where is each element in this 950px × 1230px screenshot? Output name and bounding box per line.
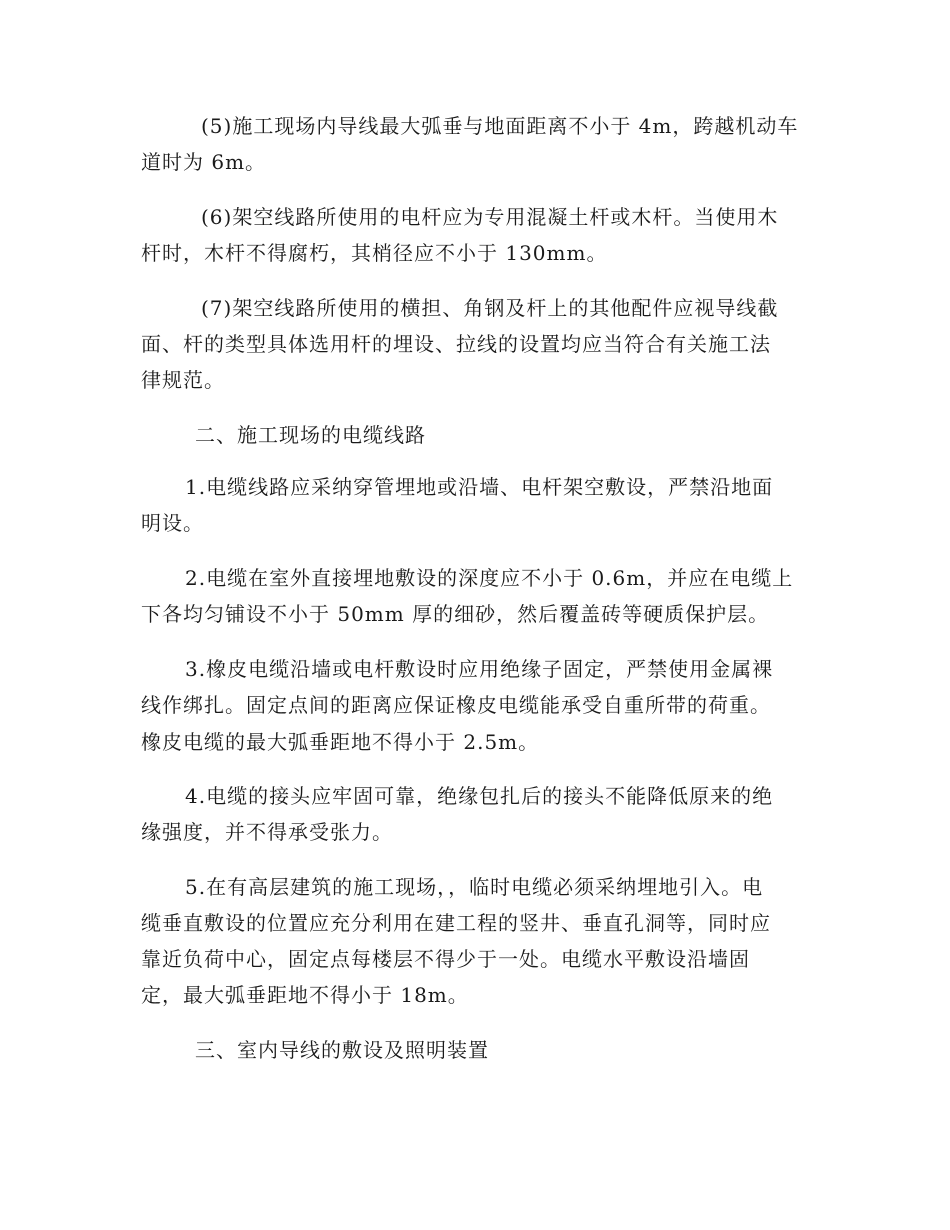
text-line: 道时为 6m。 xyxy=(141,150,267,174)
text-line: 下各均匀铺设不小于 50mm 厚的细砂，然后覆盖砖等硬质保护层。 xyxy=(141,602,770,626)
text-line: (6)架空线路所使用的电杆应为专用混凝土杆或木杆。当使用木 xyxy=(201,205,779,229)
text-line: 线作绑扎。固定点间的距离应保证橡皮电缆能承受自重所带的荷重。 xyxy=(141,693,771,717)
section-heading: 三、室内导线的敷设及照明装置 xyxy=(195,1038,489,1062)
text-line: 缘强度，并不得承受张力。 xyxy=(141,820,393,844)
text-line: 3.橡皮电缆沿墙或电杆敷设时应用绝缘子固定，严禁使用金属裸 xyxy=(185,657,774,681)
section-heading: 二、施工现场的电缆线路 xyxy=(195,423,426,447)
text-line: 橡皮电缆的最大弧垂距地不得小于 2.5m。 xyxy=(141,730,540,754)
text-line: 缆垂直敷设的位置应充分利用在建工程的竖井、垂直孔洞等，同时应 xyxy=(141,911,771,935)
text-line: 律规范。 xyxy=(141,368,225,392)
text-line: (7)架空线路所使用的横担、角钢及杆上的其他配件应视导线截 xyxy=(201,296,779,320)
text-line: 杆时，木杆不得腐朽，其梢径应不小于 130mm。 xyxy=(141,241,608,265)
text-line: 定，最大弧垂距地不得小于 18m。 xyxy=(141,983,469,1007)
text-line: 5.在有高层建筑的施工现场，，临时电缆必须采纳埋地引入。电 xyxy=(185,875,764,899)
text-line: 1.电缆线路应采纳穿管埋地或沿墙、电杆架空敷设，严禁沿地面 xyxy=(185,475,774,499)
text-line: 靠近负荷中心，固定点每楼层不得少于一处。电缆水平敷设沿墙固 xyxy=(141,947,750,971)
text-line: (5)施工现场内导线最大弧垂与地面距离不小于 4m，跨越机动车 xyxy=(201,114,799,138)
text-line: 明设。 xyxy=(141,511,204,535)
text-line: 面、杆的类型具体选用杆的埋设、拉线的设置均应当符合有关施工法 xyxy=(141,332,771,356)
text-line: 2.电缆在室外直接埋地敷设的深度应不小于 0.6m，并应在电缆上 xyxy=(185,566,794,590)
text-line: 4.电缆的接头应牢固可靠，绝缘包扎后的接头不能降低原来的绝 xyxy=(185,784,774,808)
